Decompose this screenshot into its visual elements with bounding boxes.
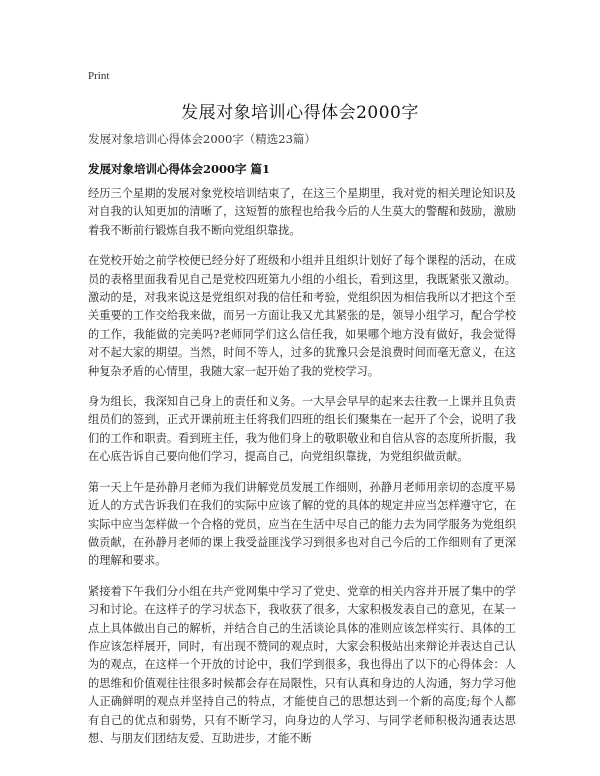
paragraph: 身为组长，我深知自己身上的责任和义务。一大早会早早的起来去往教一上课并且负责组员们的签到，正式开课前班主任将我们四班的组长们聚集在一起开了个会，说明了我们的工作和职责。看到班主任，我为他们身上的敬职敬业和自信从容的态度所折服，我在心底告诉自己要向他们学习，提高自己，向党组织靠拢，为党组织做贡献。 xyxy=(88,395,516,464)
paragraph: 第一天上午是孙静月老师为我们讲解党员发展工作细则，孙静月老师用亲切的态度平易近人的方式告诉我们在我们的实际中应该了解的党的具体的规定并应当怎样遵守它，在实际中应当怎样做一个合格的党员，应当在生活中尽自己的能力去为同学服务为党组织做贡献，在孙静月老师的课上我受益匪浅学习到很多也对自己今后的工作细则有了更深的理解和要求。 xyxy=(88,480,516,568)
article-body xyxy=(88,185,516,760)
document-subtitle: 发展对象培训心得体会2000字（精选23篇） xyxy=(88,132,316,146)
print-label[interactable]: Print xyxy=(88,70,110,82)
paragraph: 紧接着下午我们分小组在共产党网集中学习了党史、党章的相关内容并开展了集中的学习和讨论。在这样子的学习状态下，我收获了很多，大家积极发表自己的意见，在某一点上具体做出自己的解析，并结合自己的生活谈论具体的准则应该怎样实行、具体的工作应该怎样展开，同时，有出现不赞同的观点时，大家会积极站出来辩论并表达自己认为的观点，在这样一个开放的讨论中，我们学到很多，我也得出了以下的心得体会：人的思维和价值观往往很多时候都会存在局限性，只有认真和身边的人沟通，努力学习他人正确鲜明的观点并坚持自己的特点，才能使自己的思想达到一个新的高度;每个人都有自己的优点和弱势，只有不断学习，向身边的人学习、与同学老师积极沟通表达思想、与朋友们团结友爱、互助进步，才能不断 xyxy=(88,584,516,745)
paragraph: 经历三个星期的发展对象党校培训结束了，在这三个星期里，我对党的相关理论知识及对自我的认知更加的清晰了，这短暂的旅程也给我今后的人生莫大的警醒和鼓励，激励着我不断前行锻炼自我不断向党组织靠拢。 xyxy=(88,187,516,237)
document-title: 发展对象培训心得体会2000字 xyxy=(181,103,419,123)
paragraph: 在党校开始之前学校便已经分好了班级和小组并且组织计划好了每个课程的活动，在成员的表格里面我看见自己是党校四班第九小组的小组长，看到这里，我既紧张又激动。激动的是，对我来说这是党组织对我的信任和考验，党组织因为相信我所以才把这个至关重要的工作交给我来做，而另一方面让我又尤其紧张的是，领导小组学习，配合学校的工作，我能做的完美吗?老师同学们这么信任我，如果哪个地方没有做好，我会觉得对不起大家的期望。当然，时间不等人，过多的犹豫只会是浪费时间而毫无意义，在这种复杂矛盾的心情里，我随大家一起开始了我的党校学习。 xyxy=(88,254,516,378)
section-heading: 发展对象培训心得体会2000字 篇1 xyxy=(88,162,271,176)
